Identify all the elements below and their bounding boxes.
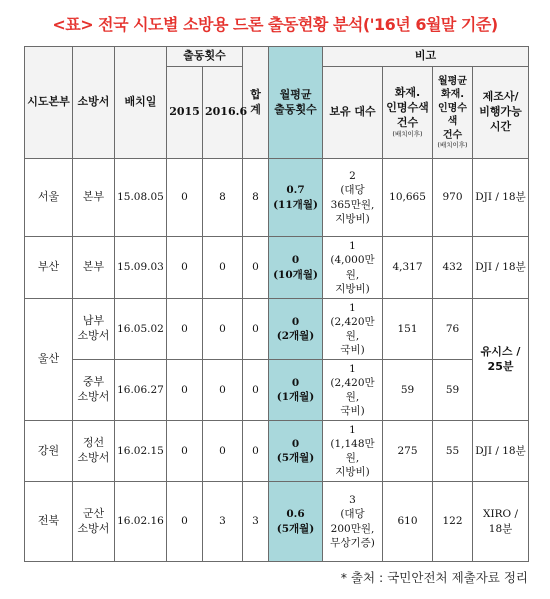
cell-2015: 0	[167, 360, 203, 421]
cell-date: 16.05.02	[115, 299, 167, 360]
cell-2016: 0	[203, 299, 243, 360]
cell-total: 3	[243, 482, 269, 562]
cell-monthly-fire: 76	[433, 299, 473, 360]
cell-monthly-avg: 0 (5개월)	[269, 421, 323, 482]
header-owned: 보유 대수	[323, 67, 383, 159]
header-fire-search: 화재. 인명수색 건수 (배치이후)	[383, 67, 433, 159]
header-monthly-avg: 월평균 출동횟수	[269, 47, 323, 159]
cell-maker: 유시스 / 25분	[473, 299, 529, 421]
cell-date: 15.09.03	[115, 237, 167, 299]
cell-owned: 1 (1,148만원, 지방비)	[323, 421, 383, 482]
cell-monthly-fire: 55	[433, 421, 473, 482]
cell-fire-count: 4,317	[383, 237, 433, 299]
cell-station: 중부 소방서	[73, 360, 115, 421]
dispatch-table	[24, 46, 529, 562]
cell-station: 정선 소방서	[73, 421, 115, 482]
cell-2016: 0	[203, 237, 243, 299]
cell-station: 본부	[73, 237, 115, 299]
cell-station: 남부 소방서	[73, 299, 115, 360]
cell-region: 강원	[25, 421, 73, 482]
cell-monthly-fire: 59	[433, 360, 473, 421]
cell-date: 15.08.05	[115, 159, 167, 237]
cell-maker: DJI / 18분	[473, 159, 529, 237]
cell-date: 16.06.27	[115, 360, 167, 421]
cell-maker: XIRO / 18분	[473, 482, 529, 562]
cell-owned: 1 (2,420만원, 국비)	[323, 299, 383, 360]
cell-total: 0	[243, 421, 269, 482]
header-remarks: 비고	[323, 47, 529, 67]
cell-total: 8	[243, 159, 269, 237]
header-deploy-date: 배치일	[115, 47, 167, 159]
cell-total: 0	[243, 237, 269, 299]
cell-region: 부산	[25, 237, 73, 299]
cell-fire-count: 275	[383, 421, 433, 482]
cell-owned: 2 (대당 365만원, 지방비)	[323, 159, 383, 237]
cell-2016: 0	[203, 421, 243, 482]
cell-fire-count: 610	[383, 482, 433, 562]
cell-owned: 1 (2,420만원, 국비)	[323, 360, 383, 421]
cell-owned: 3 (대당 200만원, 무상기증)	[323, 482, 383, 562]
cell-maker: DJI / 18분	[473, 421, 529, 482]
cell-2016: 8	[203, 159, 243, 237]
cell-region: 전북	[25, 482, 73, 562]
source-note: * 출처 : 국민안전처 제출자료 정리	[340, 570, 528, 585]
cell-region: 서울	[25, 159, 73, 237]
cell-2016: 0	[203, 360, 243, 421]
cell-monthly-avg: 0.6 (5개월)	[269, 482, 323, 562]
cell-station: 군산 소방서	[73, 482, 115, 562]
header-maker: 제조사/ 비행가능시간	[473, 67, 529, 159]
cell-monthly-avg: 0 (2개월)	[269, 299, 323, 360]
header-2015: 2015	[167, 67, 203, 159]
header-region: 시도본부	[25, 47, 73, 159]
header-station: 소방서	[73, 47, 115, 159]
cell-date: 16.02.16	[115, 482, 167, 562]
table-row	[25, 421, 529, 482]
cell-2015: 0	[167, 237, 203, 299]
cell-2016: 3	[203, 482, 243, 562]
table-row	[25, 299, 529, 360]
cell-2015: 0	[167, 482, 203, 562]
cell-monthly-fire: 122	[433, 482, 473, 562]
table-row	[25, 237, 529, 299]
header-total: 합계	[243, 47, 269, 159]
cell-date: 16.02.15	[115, 421, 167, 482]
cell-monthly-fire: 970	[433, 159, 473, 237]
cell-station: 본부	[73, 159, 115, 237]
cell-total: 0	[243, 299, 269, 360]
cell-fire-count: 10,665	[383, 159, 433, 237]
cell-monthly-avg: 0.7 (11개월)	[269, 159, 323, 237]
cell-monthly-fire: 432	[433, 237, 473, 299]
header-dispatch-count: 출동횟수	[167, 47, 243, 67]
cell-owned: 1 (4,000만원, 지방비)	[323, 237, 383, 299]
table-row	[25, 482, 529, 562]
cell-fire-count: 151	[383, 299, 433, 360]
cell-fire-count: 59	[383, 360, 433, 421]
table-row	[25, 159, 529, 237]
cell-monthly-avg: 0 (1개월)	[269, 360, 323, 421]
header-2016: 2016.6	[203, 67, 243, 159]
cell-2015: 0	[167, 421, 203, 482]
cell-region: 울산	[25, 299, 73, 421]
page-title: <표> 전국 시도별 소방용 드론 출동현황 분석('16년 6월말 기준)	[52, 15, 498, 34]
cell-total: 0	[243, 360, 269, 421]
header-monthly-fire-search: 월평균 화재. 인명수색 건수 (배치이후)	[433, 67, 473, 159]
cell-maker: DJI / 18분	[473, 237, 529, 299]
table-row	[25, 360, 529, 421]
cell-monthly-avg: 0 (10개월)	[269, 237, 323, 299]
cell-2015: 0	[167, 299, 203, 360]
cell-2015: 0	[167, 159, 203, 237]
